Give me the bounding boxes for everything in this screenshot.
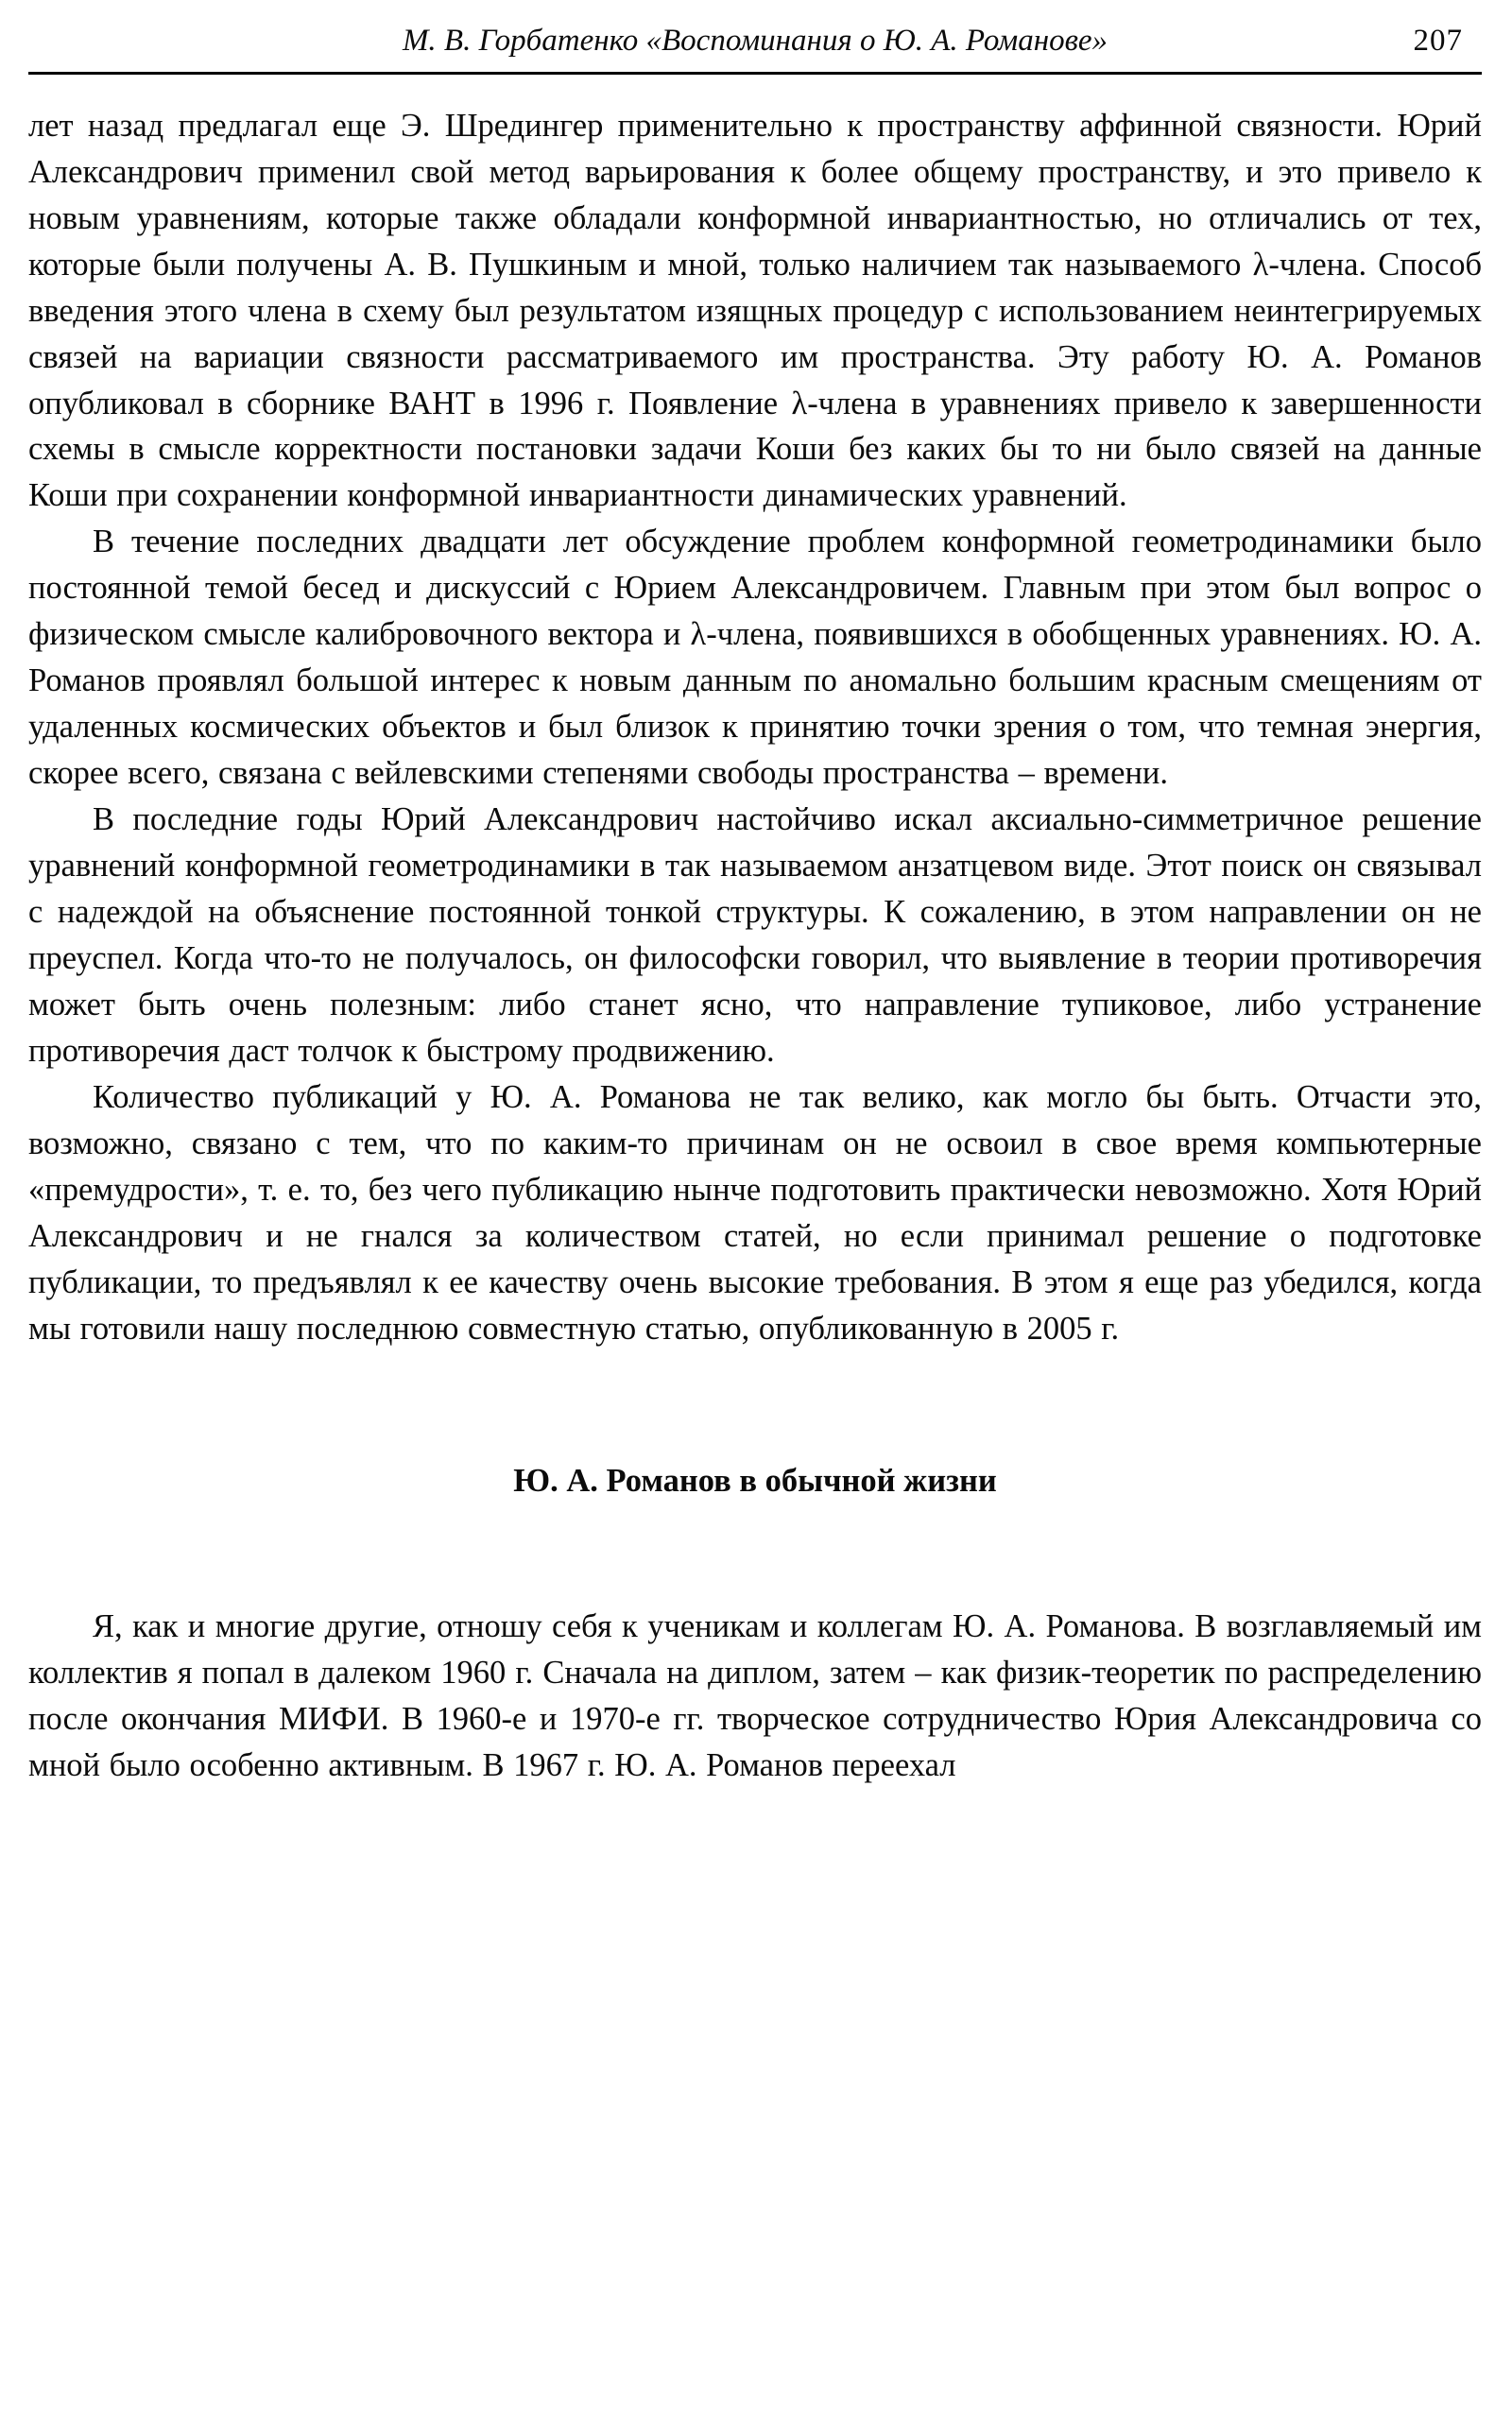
paragraph-3: В последние годы Юрий Александрович настойчиво искал аксиально-симметричное решение уравнений конформной геометродинамики в так называемом анзатцевом виде. Этот поиск он связывал с надеждой на объяснение постоянной тонкой структуры. К сожалению, в этом направлении он не преуспел. Когда что-то не получалось, он философски говорил, что выявление в теории противоречия может быть очень полезным: либо станет ясно, что направление тупиковое, либо устранение противоречия даст толчок к быстрому продвижению.	[28, 801, 1482, 1070]
paragraph-continuation: лет назад предлагал еще Э. Шредингер применительно к пространству аффинной связности. Юрий Александрович применил свой метод варьирования к более общему пространству, и это привело к новым уравнениям, которые также обладали конформной инвариантностью, но отличались от тех, которые были получены А. В. Пушкиным и мной, только наличием так называемого λ-члена. Способ введения этого члена в схему был результатом изящных процедур с использованием неинтегрируемых связей на вариации связности рассматриваемого им пространства. Эту работу Ю. А. Романов опубликовал в сборнике ВАНТ в 1996 г. Появление λ-члена в уравнениях привело к завершенности схемы в смысле корректности постановки задачи Коши без каких бы то ни было связей на данные Коши при сохранении конформной инвариантности динамических уравнений.	[28, 107, 1482, 514]
paragraph-4: Количество публикаций у Ю. А. Романова не так велико, как могло бы быть. Отчасти это, возможно, связано с тем, что по каким-то причинам он не освоил в свое время компьютерные «премудрости», т. е. то, без чего публикацию нынче подготовить практически невозможно. Хотя Юрий Александрович и не гнался за количеством статей, но если принимал решение о подготовке публикации, то предъявлял к ее качеству очень высокие требования. В этом я еще раз убедился, когда мы готовили нашу последнюю совместную статью, опубликованную в 2005 г.	[28, 1079, 1482, 1348]
paragraph-2: В течение последних двадцати лет обсуждение проблем конформной геометродинамики было постоянной темой бесед и дискуссий с Юрием Александровичем. Главным при этом был вопрос о физическом смысле калибровочного вектора и λ-члена, появившихся в обобщенных уравнениях. Ю. А. Романов проявлял большой интерес к новым данным по аномально большим красным смещениям от удаленных космических объектов и был близок к принятию точки зрения о том, что темная энергия, скорее всего, связана с вейлевскими степенями свободы пространства – времени.	[28, 524, 1482, 792]
header-rule	[28, 72, 1482, 75]
paragraph-5: Я, как и многие другие, отношу себя к ученикам и коллегам Ю. А. Романова. В возглавляемый им коллектив я попал в далеком 1960 г. Сначала на диплом, затем – как физик-теоретик по распределению после окончания МИФИ. В 1960-е и 1970-е гг. творческое сотрудничество Юрия Александровича со мной было особенно активным. В 1967 г. Ю. А. Романов переехал	[28, 1607, 1482, 1783]
section-heading: Ю. А. Романов в обычной жизни	[513, 1463, 997, 1500]
running-header	[28, 15, 1482, 72]
running-title: М. В. Горбатенко «Воспоминания о Ю. А. Романове»	[402, 24, 1108, 58]
page-body	[28, 103, 1482, 1789]
page-number: 207	[1413, 24, 1463, 58]
